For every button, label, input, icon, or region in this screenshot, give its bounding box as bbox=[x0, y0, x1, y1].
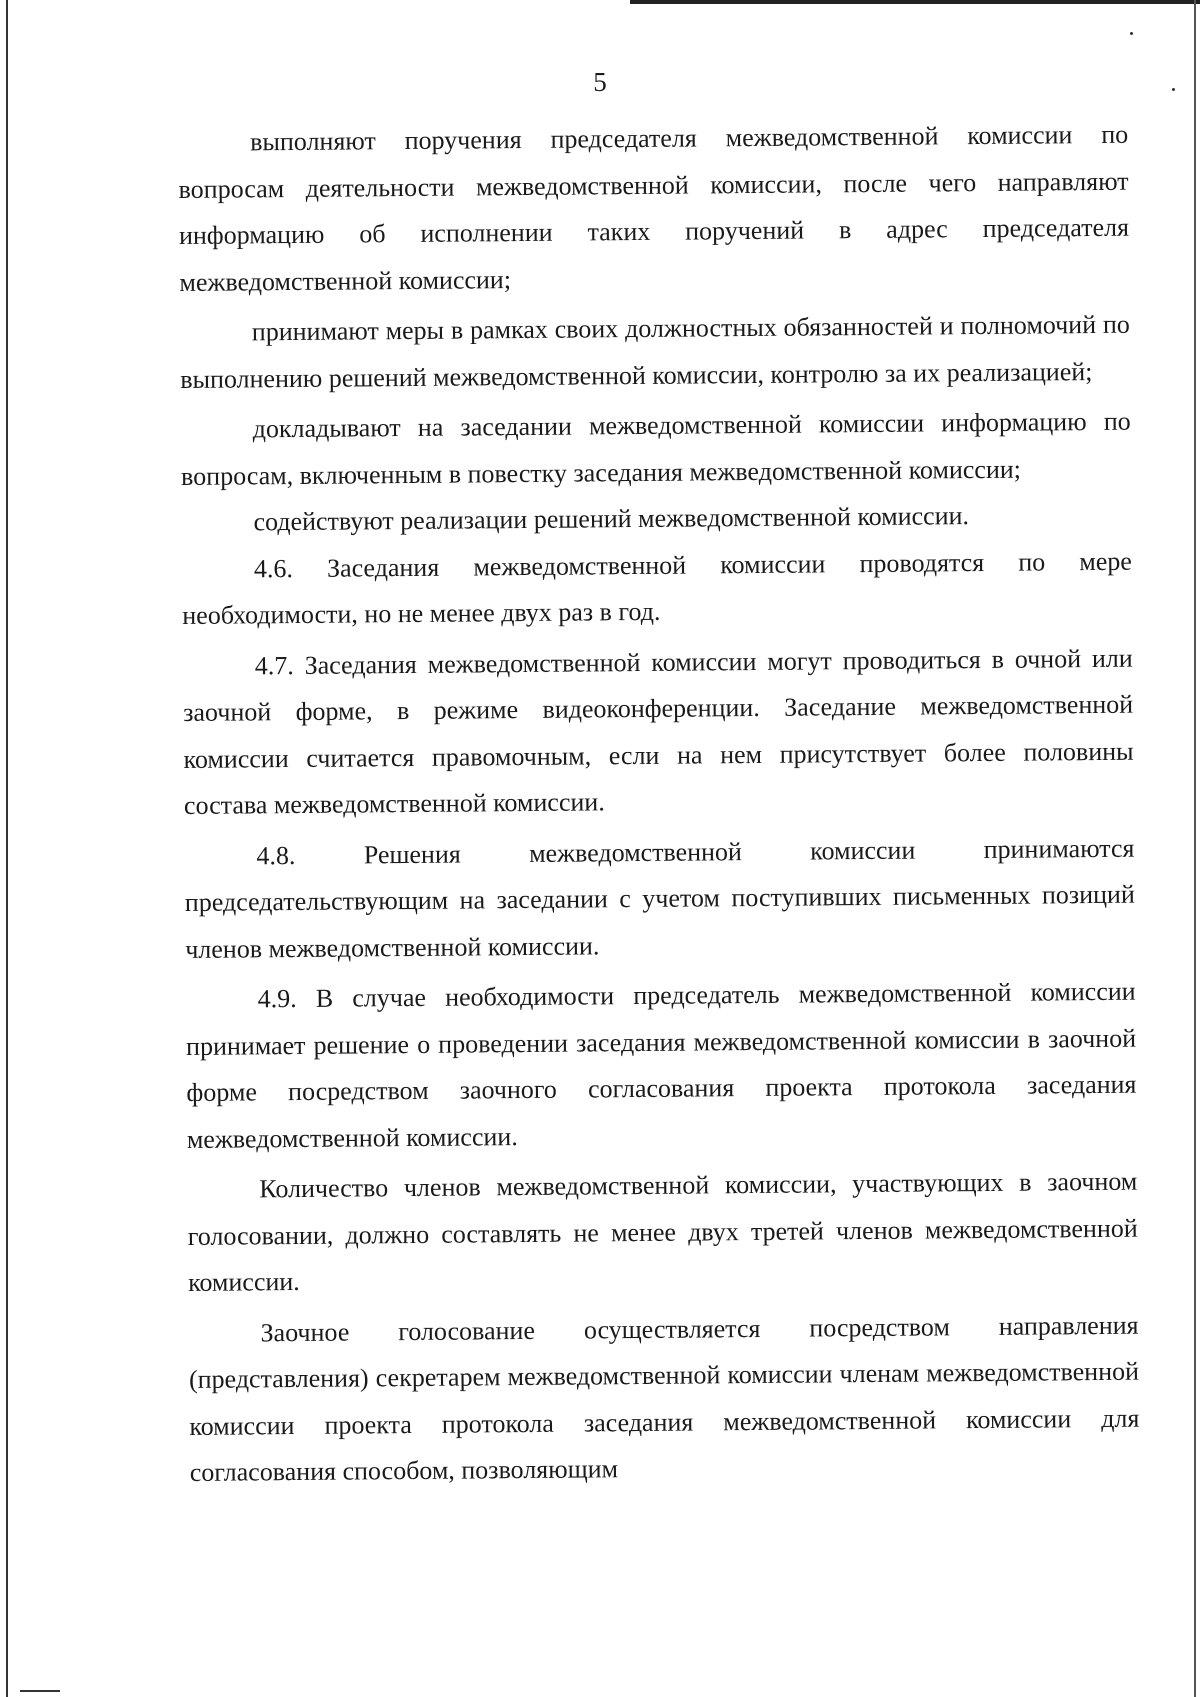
page-number: 5 bbox=[593, 67, 607, 97]
body-paragraph: 4.8. Решения межведомственной комиссии принимаются председательствующим на заседании с учетом поступивших письменных позиций членов межведомственной комиссии. bbox=[184, 833, 1135, 964]
body-paragraph: 4.9. В случае необходимости председатель межведомственной комиссии принимает решение о проведении заседания межведомственной комиссии в заочной форме посредством заочного согласования проекта протокола заседания межведомственной комиссии. bbox=[185, 976, 1137, 1154]
scan-edge-top bbox=[630, 0, 1200, 4]
body-paragraph: выполняют поручения председателя межведомственной комиссии по вопросам деятельности межведомственной комиссии, после чего направляют информацию об исполнении таких поручений в адрес председателя межведомственной комиссии; bbox=[178, 119, 1130, 297]
scan-speck bbox=[20, 1690, 60, 1692]
body-paragraph: 4.7. Заседания межведомственной комиссии могут проводиться в очной или заочной форме, в режиме видеоконференции. Заседание межведомственной комиссии считается правомочным, если на нем присутствует более половины состава межведомственной комиссии. bbox=[183, 643, 1134, 820]
body-paragraph: 4.6. Заседания межведомственной комиссии проводятся по мере необходимости, но не менее двух раз в год. bbox=[182, 546, 1133, 630]
body-paragraph: принимают меры в рамках своих должностных обязанностей и полномочий по выполнению решений межведомственной комиссии, контролю за их реализацией; bbox=[180, 309, 1130, 394]
body-paragraph: содействуют реализации решений межведомственной комиссии. bbox=[253, 501, 970, 537]
scan-speck bbox=[1130, 32, 1133, 35]
scan-edge-left bbox=[6, 0, 8, 1697]
body-paragraph: докладывают на заседании межведомственной комиссии информацию по вопросам, включенным в повестку заседания межведомственной комиссии; bbox=[180, 406, 1131, 491]
body-paragraph: Количество членов межведомственной комиссии, участвующих в заочном голосовании, должно составлять не менее двух третей членов межведомственной комиссии. bbox=[187, 1166, 1138, 1297]
scan-edge-right bbox=[1194, 0, 1196, 1697]
document-body bbox=[178, 112, 1140, 1497]
body-paragraph: Заочное голосование осуществляется посредством направления (представления) секретарем межведомственной комиссии членам межведомственной комиссии проекта протокола заседания межведомственной комиссии для согласования способом, позволяющим bbox=[188, 1310, 1140, 1487]
